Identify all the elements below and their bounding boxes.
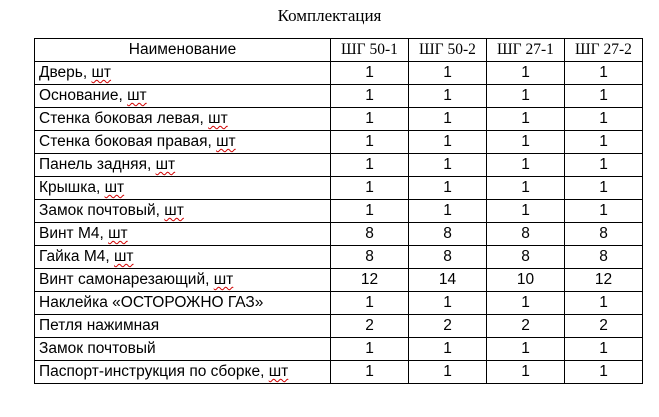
item-name: Гайка М4,	[39, 248, 114, 265]
item-name-cell	[35, 223, 331, 246]
table-row	[35, 223, 643, 246]
quantity-cell: 1	[487, 154, 565, 177]
quantity-cell: 1	[409, 338, 487, 361]
table-row	[35, 108, 643, 131]
table-row	[35, 338, 643, 361]
quantity-cell: 14	[409, 269, 487, 292]
table-row	[35, 85, 643, 108]
quantity-cell: 8	[487, 246, 565, 269]
column-header-model: ШГ 50-2	[409, 39, 487, 62]
quantity-cell: 10	[487, 269, 565, 292]
table-row	[35, 246, 643, 269]
item-unit: шт	[108, 225, 128, 242]
quantity-cell: 1	[331, 108, 409, 131]
item-name: Панель задняя,	[39, 156, 156, 173]
quantity-cell: 1	[487, 361, 565, 384]
document-title: Комплектация	[277, 6, 382, 25]
item-name-cell	[35, 85, 331, 108]
item-name-cell	[35, 200, 331, 223]
quantity-cell: 1	[331, 62, 409, 85]
quantity-cell: 1	[409, 154, 487, 177]
item-unit: шт	[127, 87, 147, 104]
item-name: Паспорт-инструкция по сборке,	[39, 363, 269, 380]
table-row	[35, 361, 643, 384]
item-name-cell	[35, 108, 331, 131]
item-name-cell	[35, 131, 331, 154]
item-name: Винт самонарезающий,	[39, 271, 214, 288]
item-name-cell	[35, 177, 331, 200]
item-name-cell	[35, 246, 331, 269]
item-unit: шт	[268, 363, 289, 380]
quantity-cell: 1	[331, 85, 409, 108]
quantity-cell: 8	[565, 223, 643, 246]
quantity-cell: 1	[565, 85, 643, 108]
quantity-cell: 1	[487, 131, 565, 154]
item-name: Дверь,	[39, 64, 92, 81]
quantity-cell: 1	[409, 62, 487, 85]
quantity-cell: 1	[565, 154, 643, 177]
table-row	[35, 292, 643, 315]
quantity-cell: 1	[565, 108, 643, 131]
table-row	[35, 177, 643, 200]
quantity-cell: 2	[565, 315, 643, 338]
quantity-cell: 1	[409, 361, 487, 384]
quantity-cell: 8	[409, 246, 487, 269]
column-header-model: ШГ 27-2	[565, 39, 643, 62]
quantity-cell: 1	[331, 361, 409, 384]
item-name-cell	[35, 338, 331, 361]
table-row	[35, 269, 643, 292]
quantity-cell: 1	[565, 361, 643, 384]
quantity-cell: 1	[565, 131, 643, 154]
quantity-cell: 1	[565, 292, 643, 315]
quantity-cell: 1	[409, 85, 487, 108]
quantity-cell: 8	[331, 223, 409, 246]
quantity-cell: 12	[331, 269, 409, 292]
column-header-model: ШГ 50-1	[331, 39, 409, 62]
quantity-cell: 2	[409, 315, 487, 338]
table-body	[35, 62, 643, 384]
table-header-row	[35, 39, 643, 62]
item-unit: шт	[208, 110, 228, 127]
quantity-cell: 8	[487, 223, 565, 246]
quantity-cell: 1	[331, 292, 409, 315]
quantity-cell: 1	[409, 131, 487, 154]
item-name: Винт М4,	[39, 225, 109, 242]
quantity-cell: 1	[487, 338, 565, 361]
item-name-cell	[35, 292, 331, 315]
item-name-cell	[35, 62, 331, 85]
item-name: Основание,	[39, 87, 128, 104]
item-name-cell	[35, 154, 331, 177]
item-name: Крышка,	[39, 179, 105, 196]
kit-table	[34, 38, 643, 384]
quantity-cell: 1	[331, 200, 409, 223]
quantity-cell: 1	[565, 177, 643, 200]
item-name: Замок почтовый,	[39, 202, 165, 219]
item-name-cell	[35, 269, 331, 292]
quantity-cell: 1	[331, 131, 409, 154]
item-name: Петля нажимная	[39, 317, 160, 334]
item-unit: шт	[91, 64, 112, 81]
quantity-cell: 1	[487, 177, 565, 200]
table-row	[35, 131, 643, 154]
quantity-cell: 1	[409, 292, 487, 315]
quantity-cell: 1	[487, 108, 565, 131]
table-row	[35, 200, 643, 223]
quantity-cell: 1	[487, 85, 565, 108]
item-name: Стенка боковая левая,	[39, 110, 209, 127]
item-unit: шт	[216, 133, 236, 150]
quantity-cell: 1	[331, 338, 409, 361]
table-row	[35, 154, 643, 177]
quantity-cell: 1	[487, 200, 565, 223]
column-header-model: ШГ 27-1	[487, 39, 565, 62]
quantity-cell: 1	[565, 200, 643, 223]
quantity-cell: 1	[487, 292, 565, 315]
quantity-cell: 12	[565, 269, 643, 292]
quantity-cell: 1	[331, 177, 409, 200]
item-name: Наклейка «ОСТОРОЖНО ГАЗ»	[39, 294, 264, 311]
item-unit: шт	[155, 156, 176, 173]
item-name: Стенка боковая правая,	[39, 133, 217, 150]
quantity-cell: 2	[331, 315, 409, 338]
quantity-cell: 1	[409, 200, 487, 223]
table-row	[35, 62, 643, 85]
item-unit: шт	[164, 202, 184, 219]
table-row	[35, 315, 643, 338]
quantity-cell: 8	[565, 246, 643, 269]
quantity-cell: 1	[565, 338, 643, 361]
quantity-cell: 1	[409, 108, 487, 131]
quantity-cell: 2	[487, 315, 565, 338]
quantity-cell: 8	[409, 223, 487, 246]
item-name-cell	[35, 315, 331, 338]
quantity-cell: 8	[331, 246, 409, 269]
item-name: Замок почтовый	[39, 340, 156, 357]
item-name-cell	[35, 361, 331, 384]
quantity-cell: 1	[331, 154, 409, 177]
quantity-cell: 1	[409, 177, 487, 200]
quantity-cell: 1	[565, 62, 643, 85]
quantity-cell: 1	[487, 62, 565, 85]
item-unit: шт	[104, 179, 125, 196]
column-header-name: Наименование	[35, 39, 331, 62]
item-unit: шт	[213, 271, 234, 288]
item-unit: шт	[114, 248, 134, 265]
